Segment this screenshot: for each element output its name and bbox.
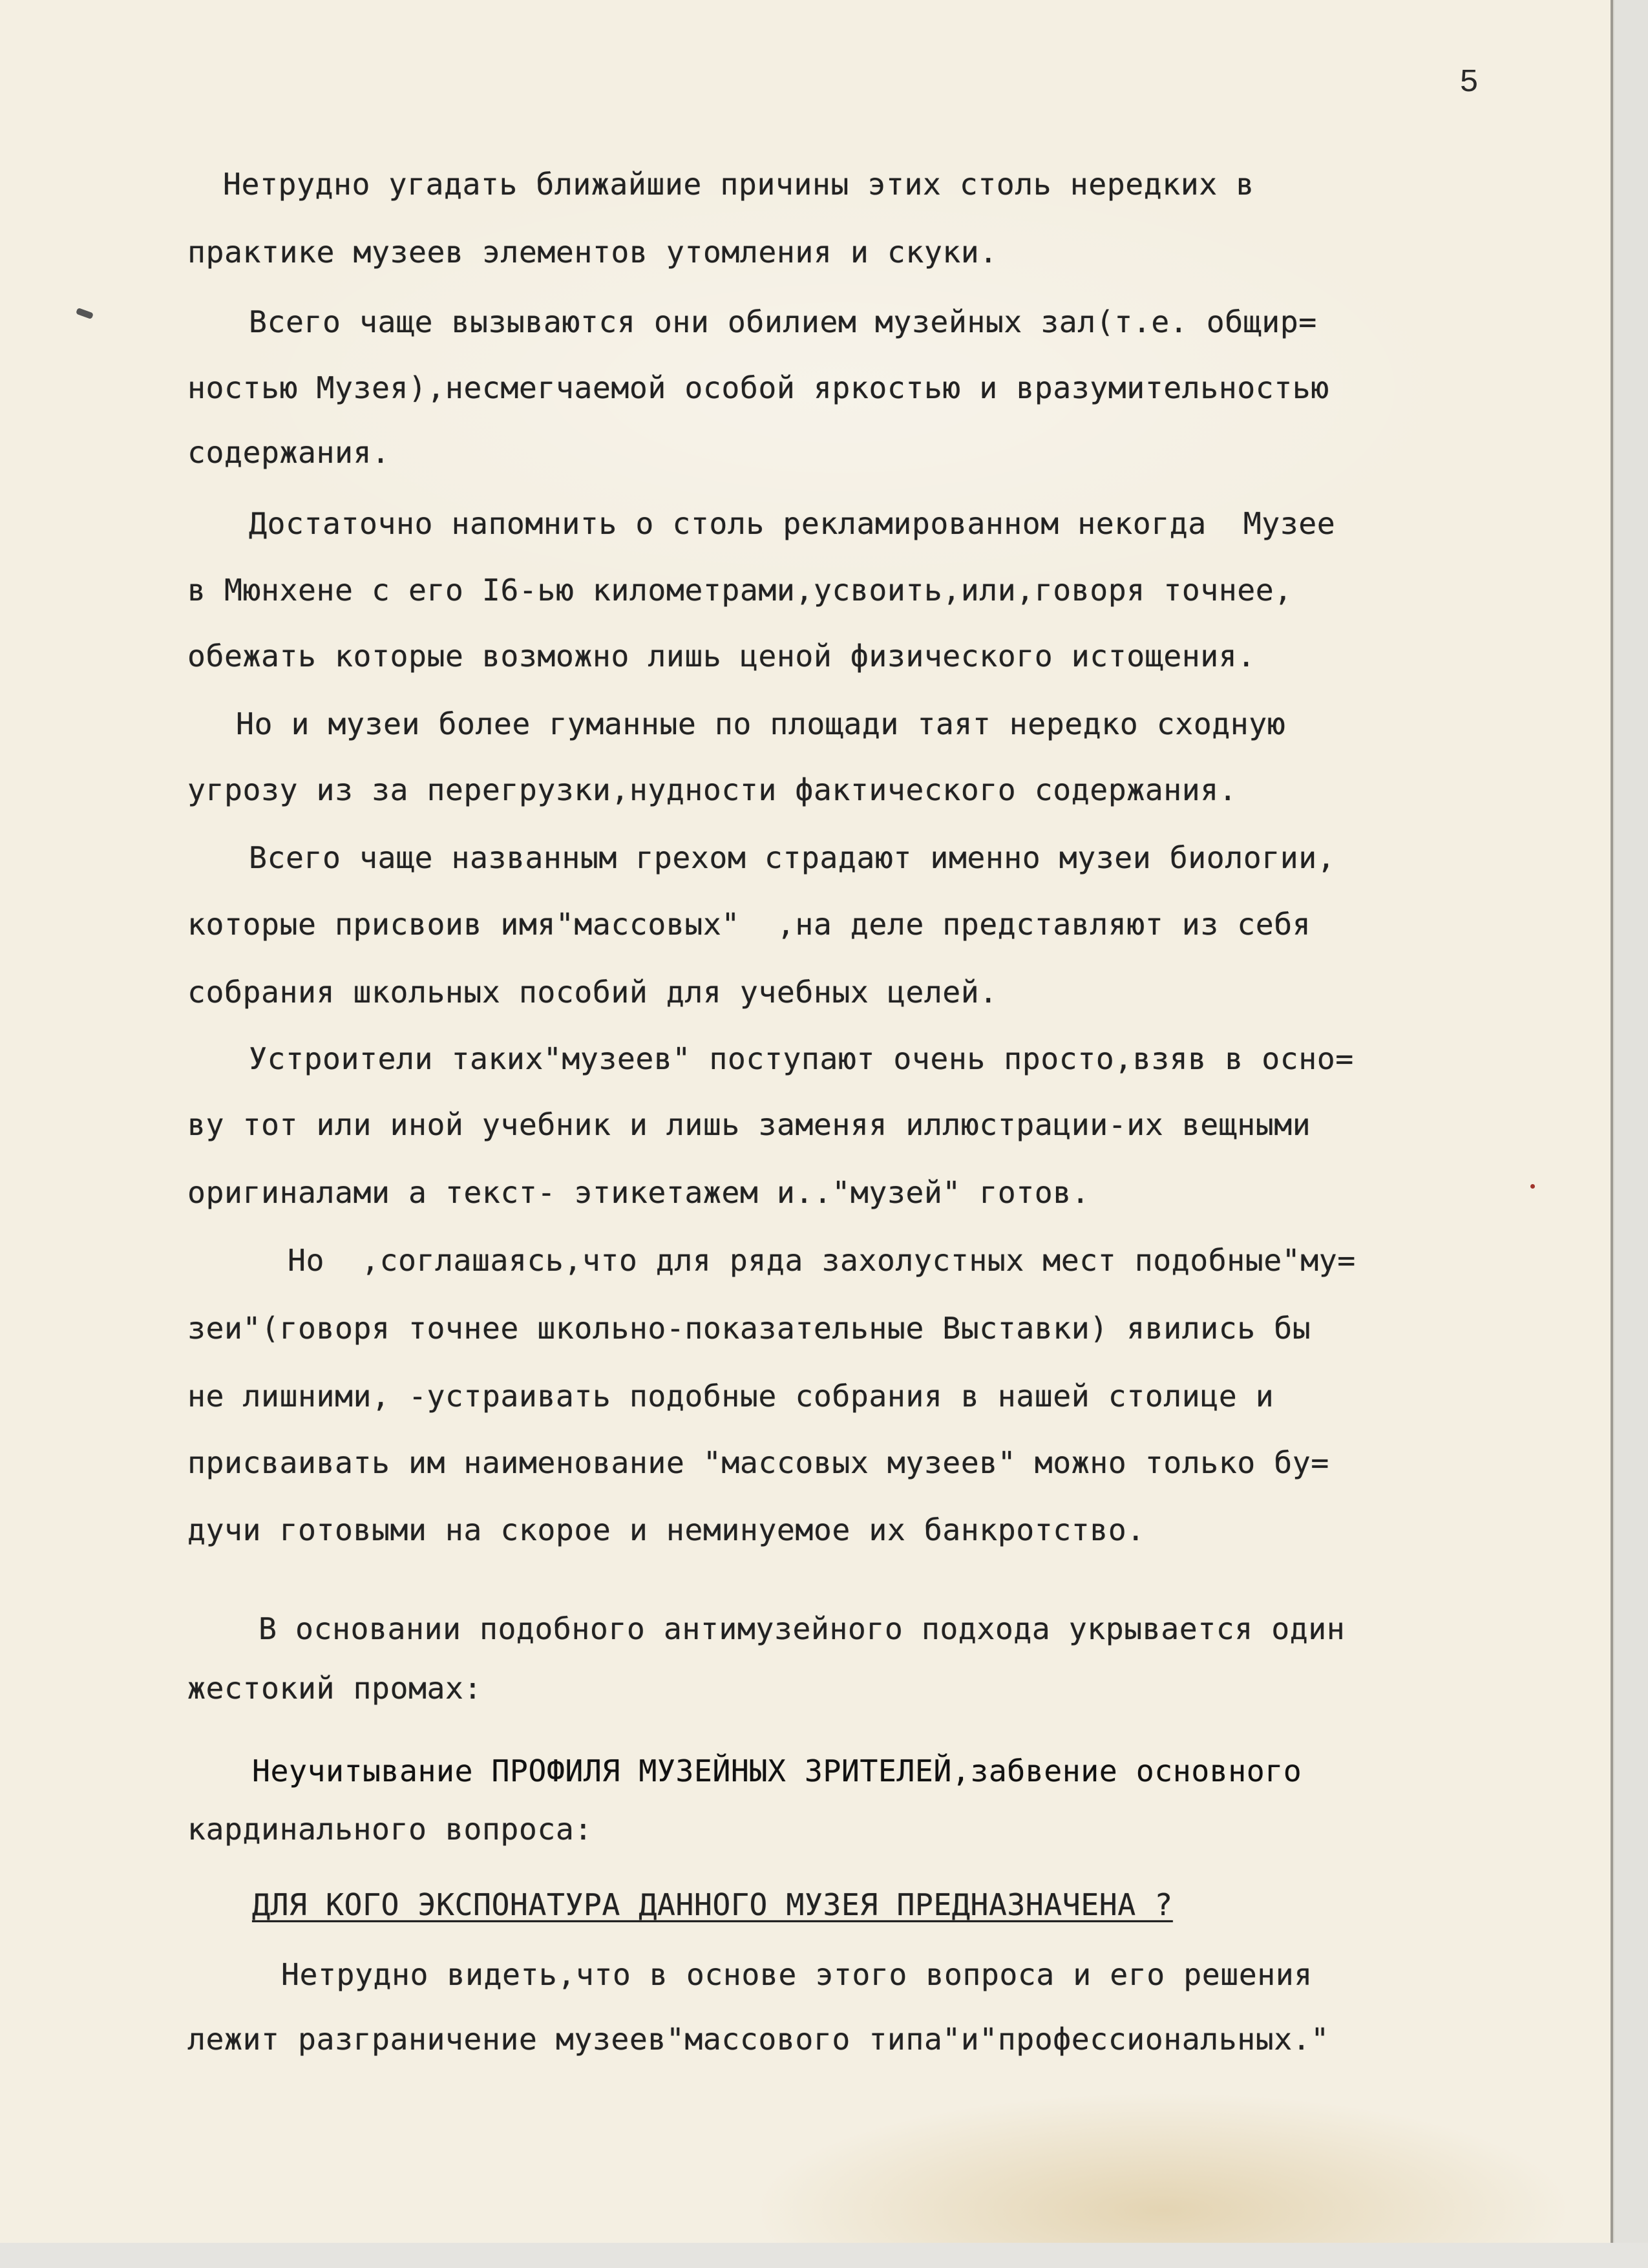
- text-line: собрания школьных пособий для учебных целей.: [187, 975, 998, 1010]
- text-line: Но ,соглашаясь,что для ряда захолустных мест подобные"му=: [288, 1243, 1356, 1278]
- key-question: ДЛЯ КОГО ЭКСПОНАТУРА ДАННОГО МУЗЕЯ ПРЕДНАЗНАЧЕНА ?: [252, 1887, 1173, 1922]
- text-line: Нетрудно угадать ближайшие причины этих столь нередких в: [223, 167, 1254, 202]
- text-line: Всего чаще вызываются они обилием музейных зал(т.е. общир=: [249, 304, 1317, 339]
- text-line: в Мюнхене с его I6-ью километрами,усвоить,или,говоря точнее,: [187, 573, 1293, 608]
- text-line: обежать которые возможно лишь ценой физического истощения.: [187, 639, 1256, 673]
- margin-mark: [76, 308, 94, 319]
- ink-spot: [1530, 1184, 1535, 1189]
- text-line: Устроители таких"музеев" поступают очень просто,взяв в осно=: [249, 1041, 1354, 1076]
- text-line: дучи готовыми на скорое и неминуемое их банкротство.: [187, 1512, 1145, 1547]
- text-line: которые присвоив имя"массовых" ,на деле представляют из себя: [187, 907, 1311, 942]
- text-line: Достаточно напомнить о столь рекламированном некогда Музее: [249, 506, 1336, 541]
- text-line: ностью Музея),несмегчаемой особой яркостью и вразумительностью: [187, 370, 1329, 405]
- text-line: Но и музеи более гуманные по площади таят нередко сходную: [236, 706, 1286, 741]
- text-line: лежит разграничение музеев"массового типа"и"профессиональных.": [187, 2022, 1329, 2057]
- text-line: жестокий промах:: [187, 1671, 482, 1706]
- text-line: содержания.: [187, 435, 390, 470]
- text-line: кардинального вопроса:: [187, 1812, 593, 1847]
- text-line: не лишними, -устраивать подобные собрания в нашей столице и: [187, 1379, 1274, 1414]
- text-line: ву тот или иной учебник и лишь заменяя иллюстрации-их вещными: [187, 1107, 1311, 1142]
- scan-background-right: [1614, 0, 1648, 2268]
- text-line: присваивать им наименование "массовых музеев" можно только бу=: [187, 1445, 1329, 1480]
- page-number: 5: [1459, 65, 1479, 101]
- scan-background-bottom: [0, 2243, 1648, 2268]
- text-line: Всего чаще названным грехом страдают именно музеи биологии,: [249, 840, 1336, 875]
- text-line: Неучитывание ПРОФИЛЯ МУЗЕЙНЫХ ЗРИТЕЛЕЙ,забвение основного: [252, 1754, 1302, 1788]
- text-line: оригиналами а текст- этикетажем и.."музей" готов.: [187, 1175, 1090, 1210]
- text-line: практике музеев элементов утомления и скуки.: [187, 235, 998, 270]
- text-line: зеи"(говоря точнее школьно-показательные Выставки) явились бы: [187, 1311, 1311, 1346]
- text-line: угрозу из за перегрузки,нудности фактического содержания.: [187, 772, 1238, 807]
- text-line: Нетрудно видеть,что в основе этого вопроса и его решения: [281, 1957, 1313, 1992]
- text-line: В основании подобного антимузейного подхода укрывается один: [259, 1611, 1346, 1646]
